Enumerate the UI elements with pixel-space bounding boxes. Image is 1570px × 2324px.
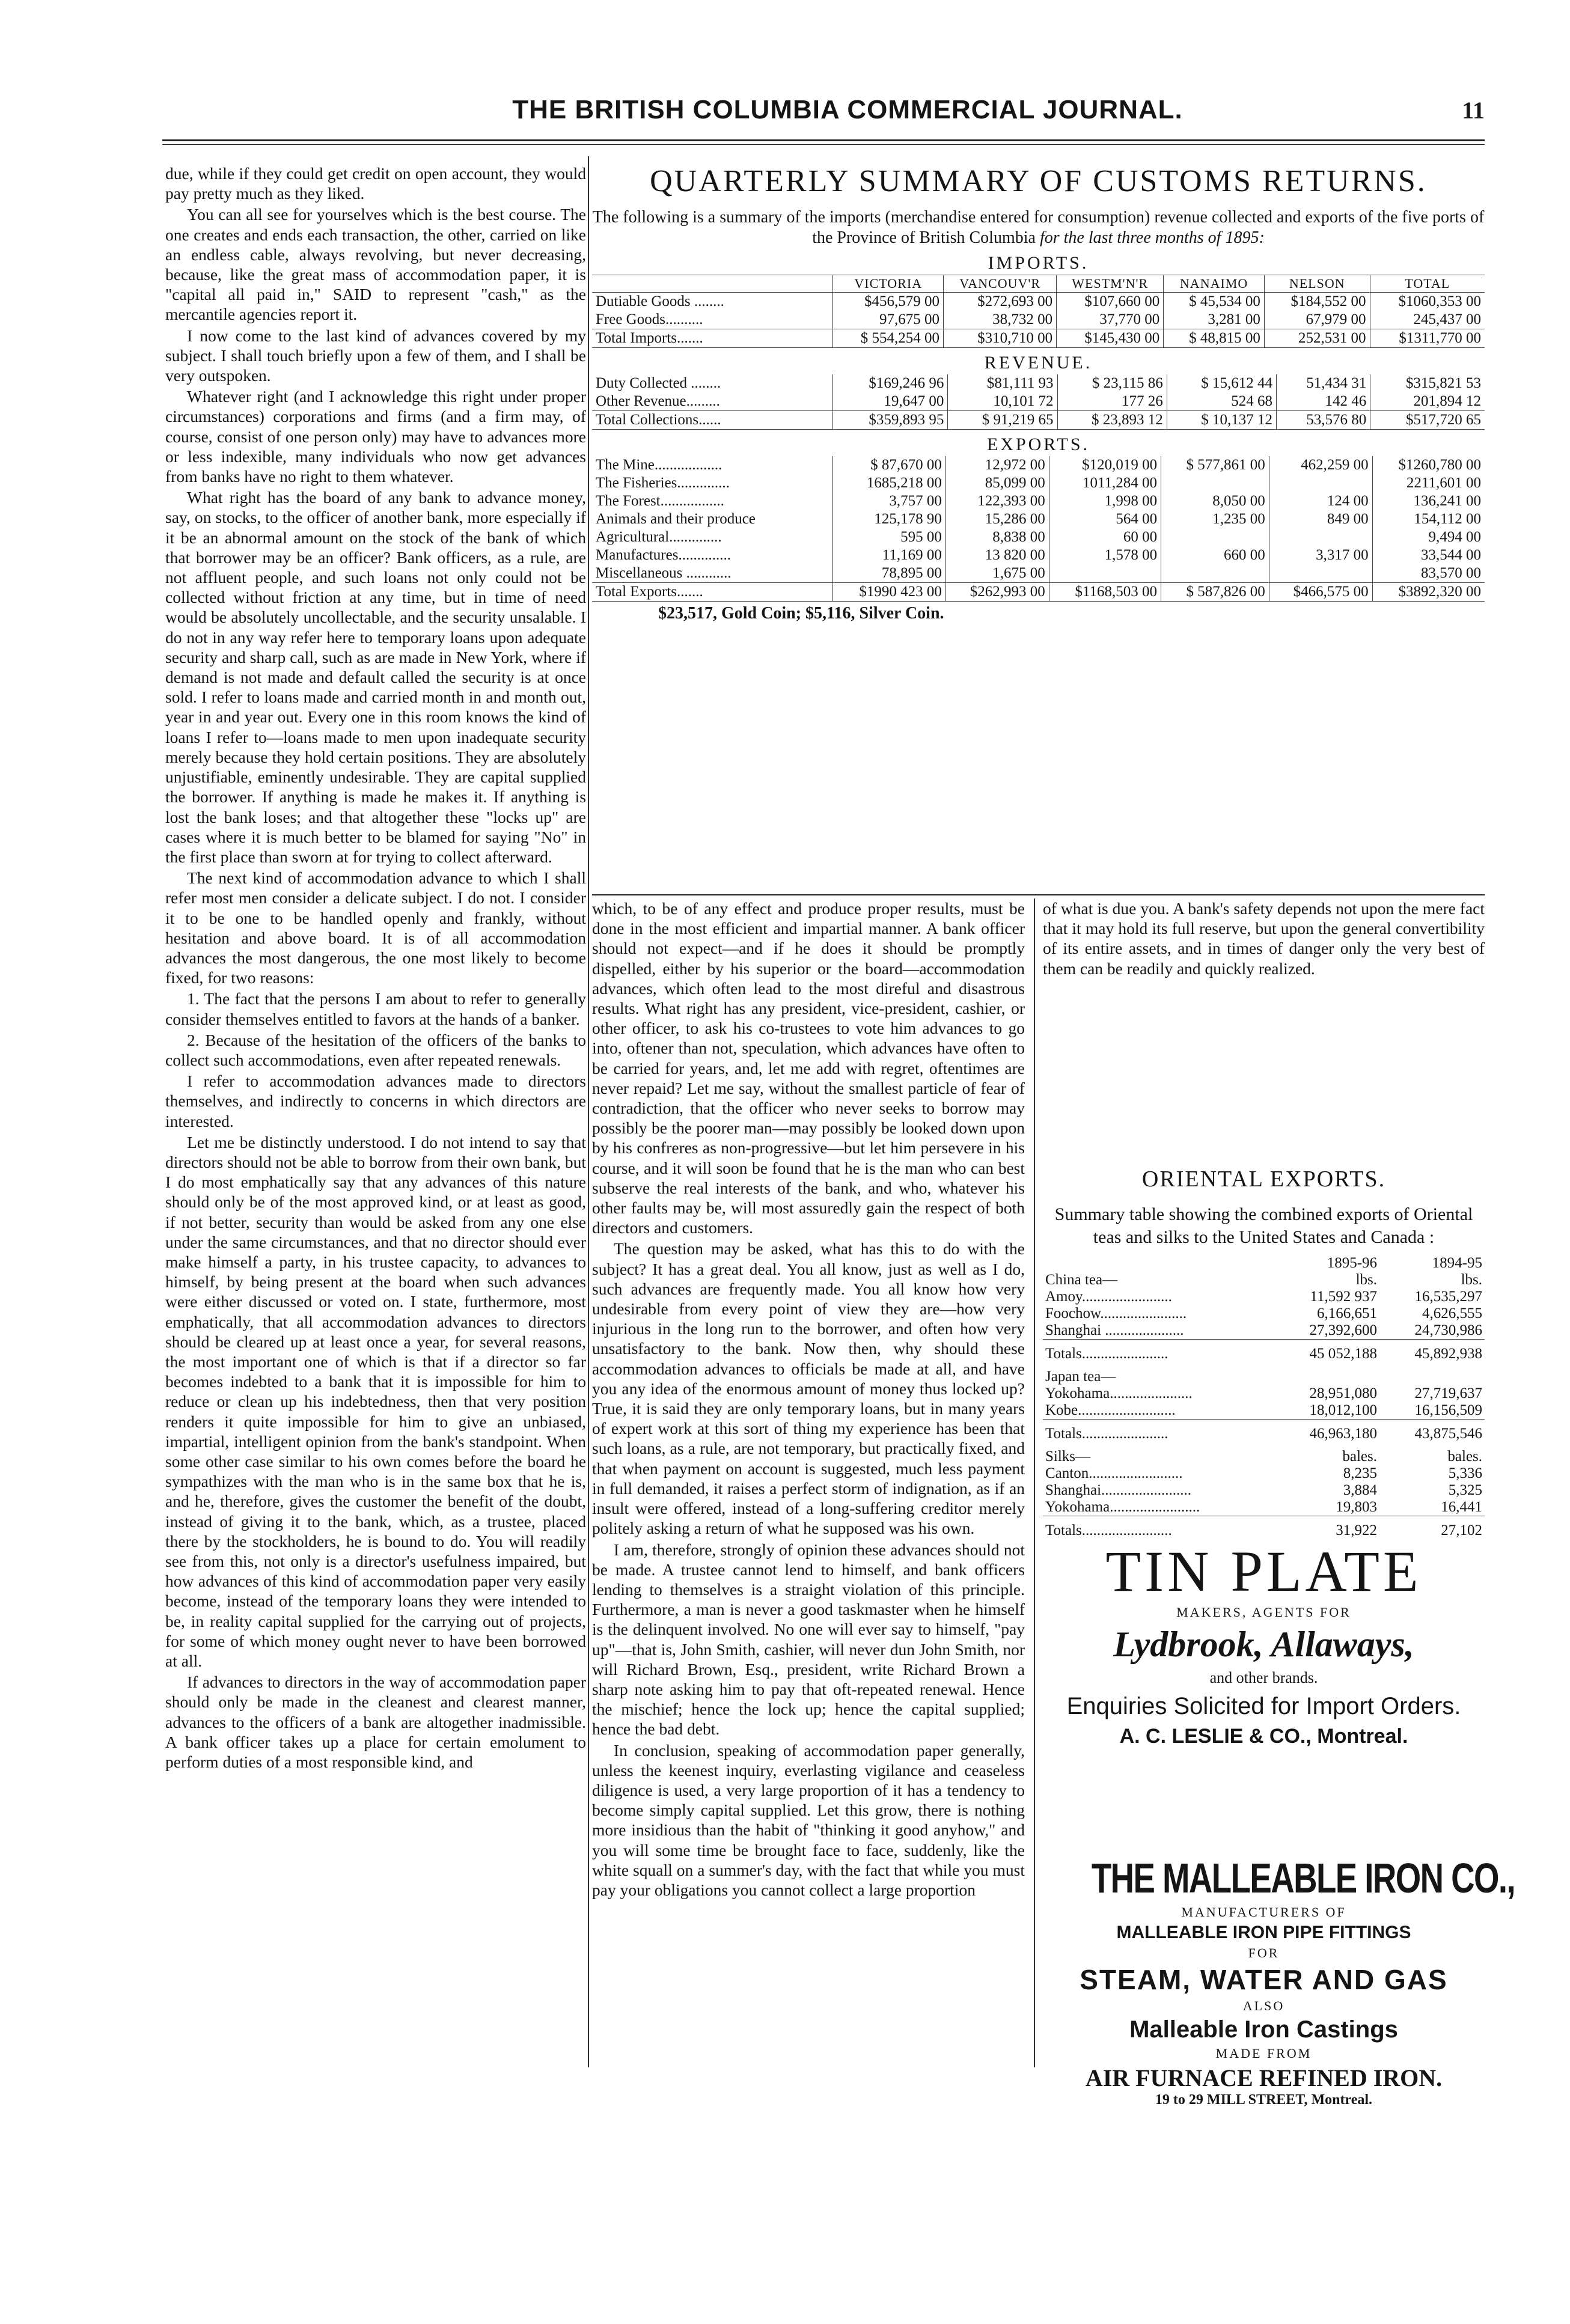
table-cell: Japan tea— (1045, 1368, 1116, 1385)
article-paragraph: The next kind of accommodation advance to which I shall refer most men consider a delicate subject. I do not. I consider it to be one to be handled openly and frankly, without hesitation and above board. It is of all accommodation advances the most dangerous, the one most likely to become fixed, for two reasons: (165, 868, 586, 987)
tin-enquiries: Enquiries Solicited for Import Orders. (1066, 1693, 1461, 1719)
table-cell: 3,884 (1343, 1482, 1378, 1498)
table-cell: Total Collections...... (592, 411, 833, 430)
oriental-intro: Summary table showing the combined exports of Oriental teas and silks to the United States and Canada : (1054, 1204, 1473, 1247)
table-cell: 28,951,080 (1309, 1385, 1378, 1401)
article-paragraph: I am, therefore, strongly of opinion these advances should not be made. A trustee cannot lend to himself, and bank officers lending to themselves is a straight violation of this principle. Furthermore, a man is never a good taskmaster when he himself is the delinquent involved. No one will ever say to himself, "pay up"—that is, John Smith, cashier, will never dun John Smith, nor will Richard Brown, Esq., president, write Richard Brown a sharp note asking him to pay that oft-repeated renewal. Hence the mischief; hence the lock up; hence the capital supplied; hence the bad debt. (592, 1540, 1025, 1739)
table-cell: 33,544 00 (1421, 547, 1481, 563)
malleable-for: FOR (1248, 1945, 1280, 1960)
table-row (1043, 1272, 1485, 1289)
table-cell: 849 00 (1269, 510, 1372, 528)
table-cell: $1060,353 00 (1398, 293, 1481, 310)
table-cell: $466,575 00 (1269, 583, 1372, 602)
table-cell: 1895-96 (1327, 1255, 1378, 1271)
table-cell: $1311,770 00 (1370, 329, 1485, 348)
left-article-column (165, 163, 586, 2063)
table-cell (1161, 564, 1269, 583)
table-cell: Agricultural.............. (592, 528, 833, 546)
table-cell: 53,576 80 (1276, 411, 1370, 430)
table-cell: 1011,284 00 (1049, 474, 1161, 492)
table-cell: $184,552 00 (1264, 293, 1370, 311)
table-cell: $272,693 00 (944, 293, 1057, 311)
table-row (592, 293, 1485, 311)
table-row (592, 411, 1485, 430)
imports-heading: IMPORTS. (988, 253, 1089, 273)
table-cell (1269, 528, 1372, 546)
table-cell: $169,246 96 (833, 374, 948, 392)
masthead-rule (162, 139, 1485, 141)
table-cell: 78,895 00 (833, 564, 945, 583)
table-cell: Free Goods.......... (592, 311, 833, 329)
table-row (592, 374, 1485, 392)
table-row (1043, 1402, 1485, 1420)
table-cell: 24,730,986 (1379, 1322, 1485, 1340)
right-article-column (1043, 898, 1485, 1163)
table-cell: $81,111 93 (948, 374, 1057, 392)
table-cell: 13 820 00 (945, 546, 1049, 564)
table-cell: 45,892,938 (1414, 1346, 1482, 1362)
table-cell: 8,838 00 (945, 528, 1049, 546)
table-cell: 16,535,297 (1414, 1289, 1482, 1305)
malleable-address: 19 to 29 MILL STREET, Montreal. (1155, 2092, 1373, 2108)
table-row (592, 392, 1485, 411)
table-row (592, 492, 1485, 510)
table-cell: 124 00 (1269, 492, 1372, 510)
tin-other-brands: and other brands. (1209, 1669, 1318, 1686)
table-cell: 142 46 (1276, 392, 1370, 411)
table-cell (1049, 564, 1161, 583)
table-cell: $1990 423 00 (833, 583, 945, 602)
table-cell: 660 00 (1161, 546, 1269, 564)
table-cell: 46,963,180 (1309, 1426, 1378, 1442)
oriental-table (1043, 1255, 1485, 1545)
table-cell: 5,336 (1448, 1465, 1482, 1481)
customs-title: QUARTERLY SUMMARY OF CUSTOMS RETURNS. (650, 164, 1427, 198)
table-cell: China tea— (1045, 1272, 1118, 1288)
table-cell: Canton......................... (1045, 1465, 1183, 1481)
table-row (592, 528, 1485, 546)
table-cell: 564 00 (1049, 510, 1161, 528)
table-row (1043, 1289, 1485, 1305)
article-paragraph: which, to be of any effect and produce proper results, must be done in the most efficient and impartial manner. A bank officer should not expect—and if he does it should be promptly dispelled, either by his superior or the board—accommodation advances, which often lead to the most direful and disastrous results. What right has any president, vice-president, cashier, or other officer, to ask his co-trustees to vote him advances to go into, oftener than not, speculation, which advances have often to be carried for years, and, let me add with regret, oftentimes are never repaid? Let me say, without the smallest particle of fear of contradiction, that the officer who never seeks to borrow may possibly be the poorer man—may possibly be looked down upon by his confreres as non-progressive—but let him persevere in his course, and it will soon be found that he is the man who can best subserve the real interests of the bank, and who, whatever his other faults may be, will most assuredly gain the respect of both directors and customers. (592, 899, 1025, 1237)
table-cell: 122,393 00 (945, 492, 1049, 510)
masthead (162, 90, 1485, 144)
table-cell (1161, 474, 1269, 492)
table-cell: $ 45,534 00 (1164, 293, 1265, 311)
table-cell: 27,102 (1441, 1522, 1482, 1539)
column-header: VICTORIA (833, 275, 944, 293)
table-row (1043, 1420, 1485, 1449)
table-cell: 16,441 (1379, 1499, 1485, 1516)
table-cell: Totals....................... (1045, 1346, 1168, 1362)
table-cell: Total Exports....... (592, 583, 833, 602)
table-row (592, 564, 1485, 583)
table-cell: $310,710 00 (944, 329, 1057, 348)
table-cell: $1260,780 00 (1398, 457, 1481, 473)
table-cell: 462,259 00 (1269, 456, 1372, 474)
malleable-steam-water-gas: STEAM, WATER AND GAS (1080, 1964, 1448, 1995)
column-header: NELSON (1264, 275, 1370, 293)
malleable-fittings: MALLEABLE IRON PIPE FITTINGS (1116, 1923, 1411, 1942)
coin-note: $23,517, Gold Coin; $5,116, Silver Coin. (658, 604, 944, 623)
table-cell: Silks— (1045, 1448, 1091, 1465)
table-row (1043, 1255, 1485, 1272)
table-cell: $517,720 65 (1370, 411, 1485, 430)
table-cell: 1,235 00 (1161, 510, 1269, 528)
table-cell: $ 587,826 00 (1161, 583, 1269, 602)
table-cell: The Fisheries.............. (592, 474, 833, 492)
table-cell: $ 23,893 12 (1057, 411, 1167, 430)
table-cell: $ 23,115 86 (1057, 374, 1167, 392)
table-cell: 9,494 00 (1428, 529, 1481, 545)
table-cell: $262,993 00 (945, 583, 1049, 602)
table-cell: 38,732 00 (944, 311, 1057, 329)
article-paragraph: 1. The fact that the persons I am about to refer to generally consider themselves entitled to favors at the hands of a banker. (165, 989, 586, 1028)
table-cell: The Forest................. (592, 492, 833, 510)
column-header: TOTAL (1370, 275, 1485, 293)
customs-intro-text: The following is a summary of the imports (merchandise entered for consumption) revenue collected and exports of the five ports of the Province of British Columbia (592, 208, 1485, 247)
table-cell: $ 15,612 44 (1167, 374, 1276, 392)
article-paragraph: If advances to directors in the way of accommodation paper should only be made in the cleanest and clearest manner, advances to the officers of a bank are altogether inadmissible. A bank officer takes up a place for certain emolument to perform duties of a most responsible kind, and (165, 1673, 586, 1772)
table-cell: 18,012,100 (1274, 1402, 1379, 1420)
table-cell: $3892,320 00 (1372, 583, 1485, 602)
table-cell: 83,570 00 (1421, 565, 1481, 581)
table-cell: 1,675 00 (945, 564, 1049, 583)
table-cell: 1,998 00 (1049, 492, 1161, 510)
table-cell: $107,660 00 (1057, 293, 1164, 311)
table-cell: 8,235 (1343, 1465, 1378, 1481)
article-paragraph: I now come to the last kind of advances covered by my subject. I shall touch briefly upon a few of them, and I shall be very outspoken. (165, 326, 586, 385)
table-cell: 136,241 00 (1413, 493, 1481, 509)
table-cell (1043, 1255, 1274, 1272)
table-cell: 125,178 90 (833, 510, 945, 528)
column-divider-left (588, 156, 589, 2067)
customs-table (592, 275, 1485, 348)
article-paragraph: due, while if they could get credit on open account, they would pay pretty much as they liked. (165, 164, 586, 203)
column-header (592, 275, 833, 293)
article-paragraph: I refer to accommodation advances made to directors themselves, and indirectly to concerns in which directors are interested. (165, 1072, 586, 1130)
oriental-exports (1043, 1166, 1485, 1539)
tin-plate-headline: TIN PLATE (1105, 1539, 1422, 1603)
tin-brand-names: Lydbrook, Allaways, (1113, 1624, 1414, 1664)
malleable-manufacturers: MANUFACTURERS OF (1181, 1905, 1346, 1920)
table-cell: 43,875,546 (1414, 1426, 1482, 1442)
malleable-air-furnace: AIR FURNACE REFINED IRON. (1085, 2064, 1443, 2091)
table-cell: 27,392,600 (1274, 1322, 1379, 1340)
table-cell: $ 91,219 65 (948, 411, 1057, 430)
table-cell: 12,972 00 (945, 456, 1049, 474)
table-cell: 19,647 00 (833, 392, 948, 411)
exports-heading: EXPORTS. (986, 435, 1090, 454)
article-paragraph: What right has the board of any bank to advance money, say, on stocks, to the officer of another bank, more especially if it be an abnormal amount on the stock of the bank of which that borrower may be an officer? Bank officers, as a rule, are not affluent people, and such loans not only could not be collected without friction at any time, but in time of need would be absolutely uncollectable, and the security unsalable. I do not in any way refer here to temporary loans upon adequate security and sharp call, such as are made in New York, where if demand is not made and default called the security is at once sold. I refer to loans made and carried month in and month out, year in and year out. Every one in this room knows the kind of loans I refer to—loans made to men upon inadequate security merely because they hold certain positions. They are absolutely unjustifiable, eminently undesirable. They are capital supplied the borrower. If anything is made he makes it. If anything is lost the bank loses; and that altogether these "locks up" are cases where it is much better to be blamed for saying "No" in the first place than sworn at for trying to collect afterward. (165, 488, 586, 866)
revenue-table (592, 374, 1485, 430)
customs-intro-period: for the last three months of 1895: (1039, 228, 1265, 247)
table-cell: 245,437 00 (1413, 311, 1481, 328)
table-cell: Duty Collected ........ (592, 374, 833, 392)
table-bottom-rule (592, 894, 1485, 895)
table-row (1043, 1499, 1485, 1516)
table-cell: 177 26 (1057, 392, 1167, 411)
table-cell: Animals and their produce (592, 510, 833, 528)
malleable-made-from: MADE FROM (1215, 2046, 1312, 2061)
tin-firm-name: A. C. LESLIE & CO., Montreal. (1119, 1725, 1408, 1748)
malleable-iron-advertisement (1043, 1854, 1515, 2108)
table-cell: 10,101 72 (948, 392, 1057, 411)
table-cell: $ 10,137 12 (1167, 411, 1276, 430)
table-cell: Kobe.......................... (1043, 1402, 1274, 1420)
table-cell: 1685,218 00 (833, 474, 945, 492)
table-row (1043, 1305, 1485, 1322)
masthead-rule-thin (162, 144, 1485, 145)
table-cell: $456,579 00 (833, 293, 944, 311)
table-cell: Manufactures.............. (592, 546, 833, 564)
table-cell: bales. (1342, 1448, 1378, 1465)
article-paragraph: Let me be distinctly understood. I do not intend to say that directors should not be able to borrow from their own bank, but I do most emphatically say that any advances of this nature should only be of the most approved kind, or at least as good, if not better, security than would be asked from any one else under the same circumstances, and that no director should ever make himself a party, in his trustee capacity, to advances to himself, by being present at the board when such advances were either discussed or voted on. I state, furthermore, most emphatically, that all accommodation advances to directors should be cleared up at least once a year, for several reasons, the most important one of which is that if a director so far becomes indebted to a bank that it is impossible for him to reduce or clean up his indebtedness, then that very position renders it quite impossible for him to give an unbiased, impartial, intelligent opinion from the bank's standpoint. When some other case similar to his own comes before the board he sympathizes with the man who is in the same box that he is, and he, therefore, gives the customer the benefit of the doubt, instead of giving it to the bank, which, as a trustee, placed there by the stockholders, he is bound to do. You will readily see from this, not only is a director's usefulness impaired, but how advances of this kind of accommodation paper very easily become, instead of the temporary loans they were intended to be, in reality capital supplied for the carrying out of projects, for some of which money ought never to have been borrowed at all. (165, 1132, 586, 1671)
table-cell: 45 052,188 (1309, 1346, 1378, 1362)
table-cell: 524 68 (1167, 392, 1276, 411)
table-cell: $ 554,254 00 (833, 329, 944, 348)
table-cell: Totals........................ (1045, 1522, 1172, 1539)
table-cell: Dutiable Goods ........ (592, 293, 833, 311)
table-row (1043, 1322, 1485, 1340)
customs-returns (592, 163, 1485, 891)
table-cell: 252,531 00 (1264, 329, 1370, 348)
table-cell: 97,675 00 (833, 311, 944, 329)
exports-table (592, 456, 1485, 602)
table-cell: 4,626,555 (1422, 1305, 1482, 1322)
table-cell: 1,578 00 (1049, 546, 1161, 564)
table-cell: Foochow....................... (1045, 1305, 1187, 1322)
table-cell: 3,757 00 (833, 492, 945, 510)
article-paragraph: of what is due you. A bank's safety depends not upon the mere fact that it may hold its full reserve, but upon the general convertibility of its entire assets, and in times of danger only the very best of them can be readily and quickly realized. (1043, 899, 1485, 978)
table-cell: 201,894 12 (1413, 393, 1481, 409)
table-cell: 5,325 (1448, 1482, 1482, 1498)
table-cell: 60 00 (1049, 528, 1161, 546)
revenue-heading: REVENUE. (984, 353, 1093, 373)
malleable-castings: Malleable Iron Castings (1129, 2016, 1398, 2043)
table-row (1043, 1465, 1485, 1482)
customs-intro (592, 207, 1485, 248)
table-cell: Amoy........................ (1045, 1289, 1172, 1305)
column-header: VANCOUV'R (944, 275, 1057, 293)
oriental-title: ORIENTAL EXPORTS. (1141, 1167, 1386, 1192)
table-cell: Total Imports....... (592, 329, 833, 348)
table-cell: 51,434 31 (1276, 374, 1370, 392)
middle-article-column (592, 898, 1025, 2063)
table-row (1043, 1482, 1485, 1499)
article-paragraph: Whatever right (and I acknowledge this right under proper circumstances) corporations and firms (and a firm may, of course, consist of one person only) may have to advances more or less indexible, many individuals who now get advances from banks have no right to them whatever. (165, 387, 586, 486)
table-row (1043, 1368, 1485, 1385)
table-row (592, 474, 1485, 492)
table-cell: 8,050 00 (1161, 492, 1269, 510)
table-cell: The Mine.................. (592, 456, 833, 474)
table-cell: 31,922 (1336, 1522, 1378, 1539)
table-header-row (592, 275, 1485, 293)
malleable-also: ALSO (1242, 1998, 1285, 2013)
table-cell: Other Revenue......... (592, 392, 833, 411)
table-cell: $ 48,815 00 (1164, 329, 1265, 348)
article-paragraph: The question may be asked, what has this to do with the subject? It has a great deal. You all know, just as well as I do, such advances are frequently made. You all know how very undesirable from every point of view they are—how very injurious in the long run to the borrower, and often how very unsatisfactory to the bank. Now then, why should these accommodation advances to officials be made at all, and have you any idea of the enormous amount of money thus locked up? True, it is said they are only temporary loans, but in many years of expert work at this sort of thing my experience has been that such loans, as a rule, are not temporary, but practically fixed, and that when payment on account is suggested, much less payment in full demanded, it raises a perfect storm of indignation, as if an insult were offered, instead of a long-suffering creditor merely politely asking a return of what he supposed was his own. (592, 1239, 1025, 1538)
table-cell: Yokohama........................ (1043, 1499, 1274, 1516)
tin-makers-line: MAKERS, AGENTS FOR (1176, 1605, 1351, 1620)
malleable-headline: THE MALLEABLE IRON CO., (1091, 1855, 1515, 1902)
table-cell: $ 87,670 00 (833, 456, 945, 474)
table-row (592, 456, 1485, 474)
column-header: NANAIMO (1164, 275, 1265, 293)
table-cell: Miscellaneous ............ (592, 564, 833, 583)
table-cell: 595 00 (833, 528, 945, 546)
table-cell: 16,156,509 (1379, 1402, 1485, 1420)
table-row (592, 510, 1485, 528)
table-cell (1161, 528, 1269, 546)
table-row (1043, 1340, 1485, 1369)
journal-title: THE BRITISH COLUMBIA COMMERCIAL JOURNAL. (512, 95, 1183, 124)
table-cell (1269, 474, 1372, 492)
table-cell: 19,803 (1274, 1499, 1379, 1516)
article-paragraph: 2. Because of the hesitation of the officers of the banks to collect such accommodations, even after repeated renewals. (165, 1030, 586, 1069)
table-row (592, 329, 1485, 348)
table-cell: Totals....................... (1045, 1426, 1168, 1442)
table-cell: 37,770 00 (1057, 311, 1164, 329)
table-cell: lbs. (1355, 1272, 1378, 1288)
page-number: 11 (1462, 97, 1485, 124)
table-cell: $1168,503 00 (1049, 583, 1161, 602)
table-cell: bales. (1447, 1448, 1482, 1465)
article-paragraph: In conclusion, speaking of accommodation paper generally, unless the keenest inquiry, everlasting vigilance and ceaseless diligence is used, a very large proportion of it has a tendency to become simply capital supplied. Let this grow, there is nothing more insidious than the habit of "thinking it good anyhow," and you will some time be brought face to face, suddenly, like the white squall on a summer's day, with the fact that while you must pay your obligations you cannot collect a large proportion (592, 1740, 1025, 1899)
table-cell: 67,979 00 (1264, 311, 1370, 329)
table-cell: Yokohama...................... (1045, 1385, 1193, 1401)
table-cell: 3,317 00 (1269, 546, 1372, 564)
table-cell: $359,893 95 (833, 411, 948, 430)
table-cell: Shanghai........................ (1045, 1482, 1192, 1498)
table-cell: $315,821 53 (1406, 375, 1481, 391)
table-cell: 154,112 00 (1414, 511, 1481, 527)
table-cell: 27,719,637 (1414, 1385, 1482, 1401)
table-cell: $ 577,861 00 (1161, 456, 1269, 474)
column-header: WESTM'N'R (1057, 275, 1164, 293)
tin-plate-advertisement (1043, 1539, 1485, 1875)
article-paragraph: You can all see for yourselves which is the best course. The one creates and ends each transaction, the other, carried on like an endless cable, always revolving, but never decreasing, because, like the great mass of accommodation paper, it is "capital all paid in," SAID to represent "cash," as the mercantile agencies report it. (165, 205, 586, 324)
table-cell: 6,166,651 (1317, 1305, 1378, 1322)
table-row (592, 311, 1485, 329)
table-cell: 15,286 00 (945, 510, 1049, 528)
table-cell (1269, 564, 1372, 583)
table-cell: 11,169 00 (833, 546, 945, 564)
table-cell (1274, 1368, 1379, 1385)
table-cell: 11,592 937 (1310, 1289, 1378, 1305)
column-divider-right (1034, 898, 1035, 2067)
table-cell: Shanghai ..................... (1043, 1322, 1274, 1340)
table-row (1043, 1385, 1485, 1402)
table-cell: 3,281 00 (1164, 311, 1265, 329)
table-cell: $120,019 00 (1049, 456, 1161, 474)
table-cell: $145,430 00 (1057, 329, 1164, 348)
table-cell: 85,099 00 (945, 474, 1049, 492)
table-row (592, 583, 1485, 602)
table-row (592, 546, 1485, 564)
table-cell: lbs. (1461, 1272, 1482, 1288)
table-cell: 2211,601 00 (1406, 475, 1481, 491)
table-cell (1379, 1368, 1485, 1385)
table-cell: 1894-95 (1432, 1255, 1482, 1271)
table-row (1043, 1448, 1485, 1465)
